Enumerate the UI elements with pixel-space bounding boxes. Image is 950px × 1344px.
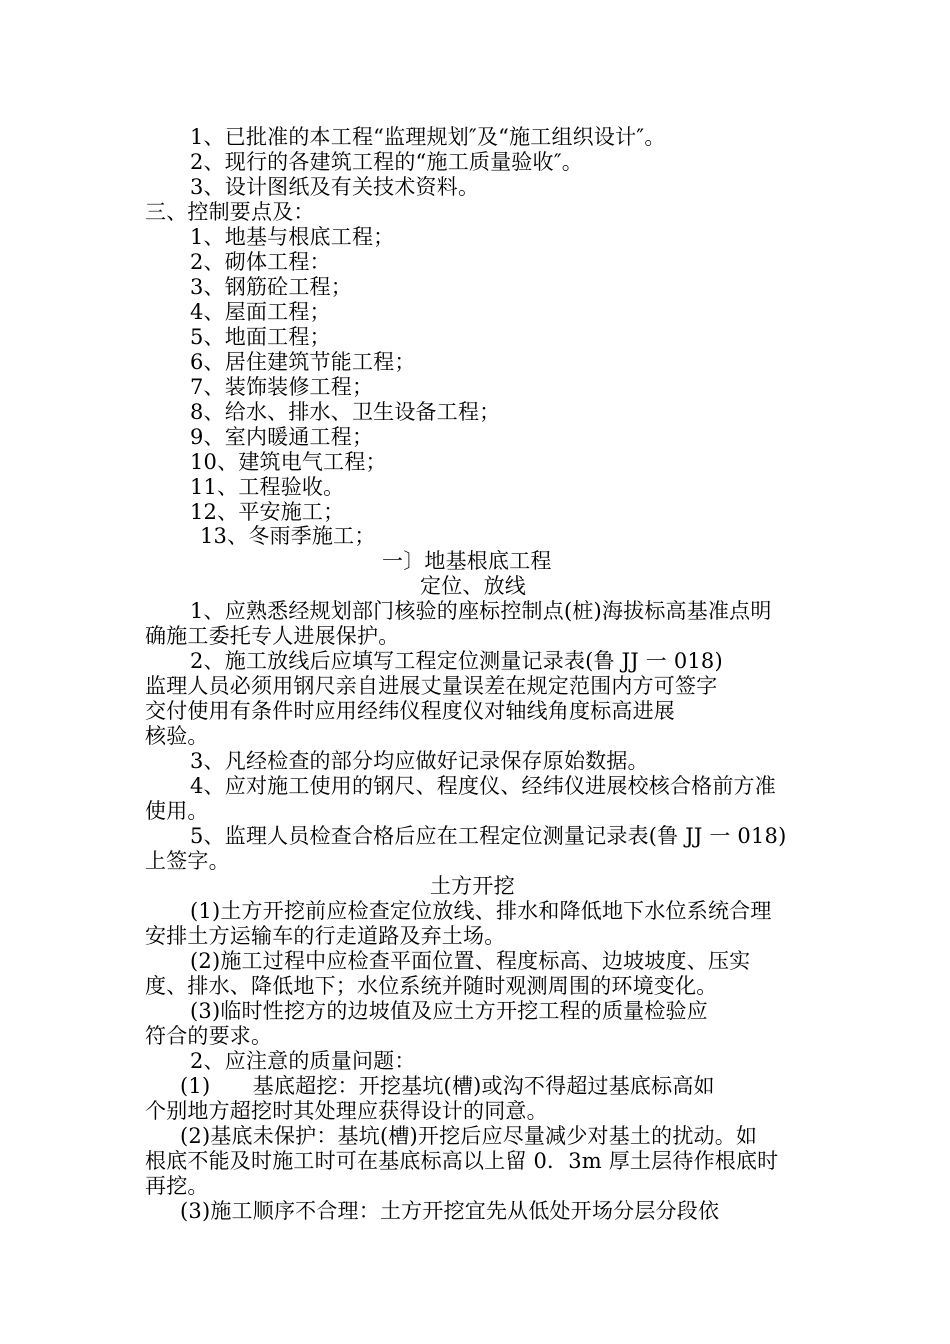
subsection-title: 土方开挖 bbox=[430, 874, 515, 898]
list-item: 13、冬雨季施工； bbox=[200, 524, 376, 548]
paragraph-line: (2)施工过程中应检查平面位置、程度标高、边坡坡度、压实 bbox=[190, 949, 751, 973]
list-item: 9、室内暖通工程； bbox=[190, 425, 374, 449]
paragraph-line: 根底不能及时施工时可在基底标高以上留 0．3m 厚土层待作根底时 bbox=[145, 1149, 779, 1173]
list-item: 4、屋面工程； bbox=[190, 300, 331, 324]
list-item: 8、给水、排水、卫生设备工程； bbox=[190, 400, 501, 424]
paragraph-line: 个别地方超挖时其处理应获得设计的同意。 bbox=[145, 1099, 548, 1123]
list-item: 3、钢筋砼工程； bbox=[190, 275, 352, 299]
paragraph-line: 安排土方运输车的行走道路及弃土场。 bbox=[145, 924, 506, 948]
paragraph-line: 度、排水、降低地下；水位系统并随时观测周围的环境变化。 bbox=[145, 974, 718, 998]
list-item: 5、地面工程； bbox=[190, 325, 331, 349]
list-item: 10、建筑电气工程； bbox=[190, 450, 387, 474]
paragraph-line: 符合的要求。 bbox=[145, 1024, 273, 1048]
list-item: 1、地基与根底工程； bbox=[190, 225, 395, 249]
list-item: 12、平安施工； bbox=[190, 500, 345, 524]
paragraph-line: (1) 基底超挖：开挖基坑(槽)或沟不得超过基底标高如 bbox=[180, 1074, 715, 1098]
paragraph-line: 核验。 bbox=[145, 724, 209, 748]
text-line: 1、已批准的本工程“监理规划″及“施工组织设计″。 bbox=[190, 125, 666, 149]
subsection-title: 定位、放线 bbox=[420, 574, 526, 598]
paragraph-line: 使用。 bbox=[145, 799, 209, 823]
text-line: 2、现行的各建筑工程的“施工质量验收″。 bbox=[190, 150, 583, 174]
paragraph-line: 确施工委托专人进展保护。 bbox=[145, 624, 400, 648]
list-item: 2、砌体工程： bbox=[190, 250, 331, 274]
list-item: 6、居住建筑节能工程； bbox=[190, 350, 416, 374]
list-item: 11、工程验收。 bbox=[190, 475, 345, 499]
list-item: 7、装饰装修工程； bbox=[190, 375, 374, 399]
paragraph-line: 2、施工放线后应填写工程定位测量记录表(鲁 JJ 一 018) bbox=[190, 649, 723, 673]
paragraph-line: 3、凡经检查的部分均应做好记录保存原始数据。 bbox=[190, 749, 649, 773]
paragraph-line: 上签字。 bbox=[145, 849, 230, 873]
paragraph-line: (1)土方开挖前应检查定位放线、排水和降低地下水位系统合理 bbox=[190, 899, 772, 923]
paragraph-line: (3)临时性挖方的边坡值及应土方开挖工程的质量检验应 bbox=[190, 999, 708, 1023]
paragraph-line: 1、应熟悉经规划部门核验的座标控制点(桩)海拔标高基准点明 bbox=[190, 599, 772, 623]
paragraph-line: 再挖。 bbox=[145, 1174, 209, 1198]
text-line: 3、设计图纸及有关技术资料。 bbox=[190, 175, 480, 199]
paragraph-line: 交付使用有条件时应用经纬仪程度仪对轴线角度标高进展 bbox=[145, 699, 675, 723]
paragraph-line: 4、应对施工使用的钢尺、程度仪、经纬仪进展校核合格前方准 bbox=[190, 774, 776, 798]
subsection-title: 一〕地基根底工程 bbox=[382, 549, 552, 573]
paragraph-line: 5、监理人员检查合格后应在工程定位测量记录表(鲁 JJ 一 018) bbox=[190, 824, 787, 848]
paragraph-line: (2)基底未保护：基坑(槽)开挖后应尽量减少对基土的扰动。如 bbox=[180, 1124, 758, 1148]
paragraph-line: 2、应注意的质量问题： bbox=[190, 1049, 416, 1073]
section-heading: 三、控制要点及： bbox=[145, 200, 315, 224]
paragraph-line: 监理人员必须用钢尺亲自进展丈量误差在规定范围内方可签字 bbox=[145, 674, 718, 698]
paragraph-line: (3)施工顺序不合理：土方开挖宜先从低处开场分层分段依 bbox=[180, 1199, 720, 1223]
